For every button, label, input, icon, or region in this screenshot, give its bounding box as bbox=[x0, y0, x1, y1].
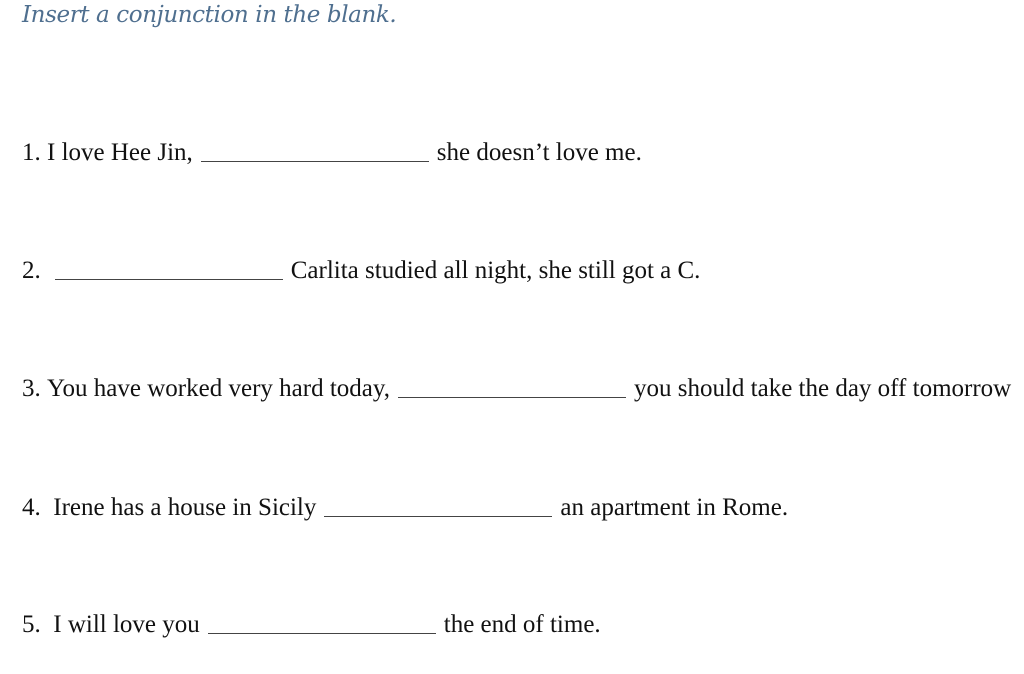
question-text-before: I will love you bbox=[53, 611, 200, 638]
answer-blank[interactable] bbox=[324, 515, 552, 517]
question-text-before: I love Hee Jin, bbox=[47, 139, 193, 166]
question-text-before: You have worked very hard today, bbox=[47, 375, 390, 402]
question-number: 1. bbox=[22, 139, 41, 166]
question-text-after: the end of time. bbox=[443, 611, 601, 638]
instruction-heading: Insert a conjunction in the blank. bbox=[22, 2, 397, 28]
question-2 bbox=[22, 256, 700, 286]
question-text-before: Irene has a house in Sicily bbox=[53, 494, 317, 521]
question-text-after: an apartment in Rome. bbox=[560, 494, 789, 521]
question-3 bbox=[22, 374, 1011, 404]
question-1 bbox=[22, 138, 642, 168]
answer-blank[interactable] bbox=[398, 396, 626, 398]
question-4 bbox=[22, 493, 788, 523]
answer-blank[interactable] bbox=[55, 278, 283, 280]
question-5 bbox=[22, 610, 601, 640]
question-text-after: Carlita studied all night, she still got a C. bbox=[290, 257, 701, 284]
question-number: 4. bbox=[22, 494, 41, 521]
answer-blank[interactable] bbox=[208, 632, 436, 634]
question-text-after: you should take the day off tomorrow bbox=[633, 375, 1012, 402]
question-number: 5. bbox=[22, 611, 41, 638]
question-text-after: she doesn’t love me. bbox=[436, 139, 642, 166]
question-number: 3. bbox=[22, 375, 41, 402]
question-number: 2. bbox=[22, 257, 41, 284]
answer-blank[interactable] bbox=[201, 160, 429, 162]
